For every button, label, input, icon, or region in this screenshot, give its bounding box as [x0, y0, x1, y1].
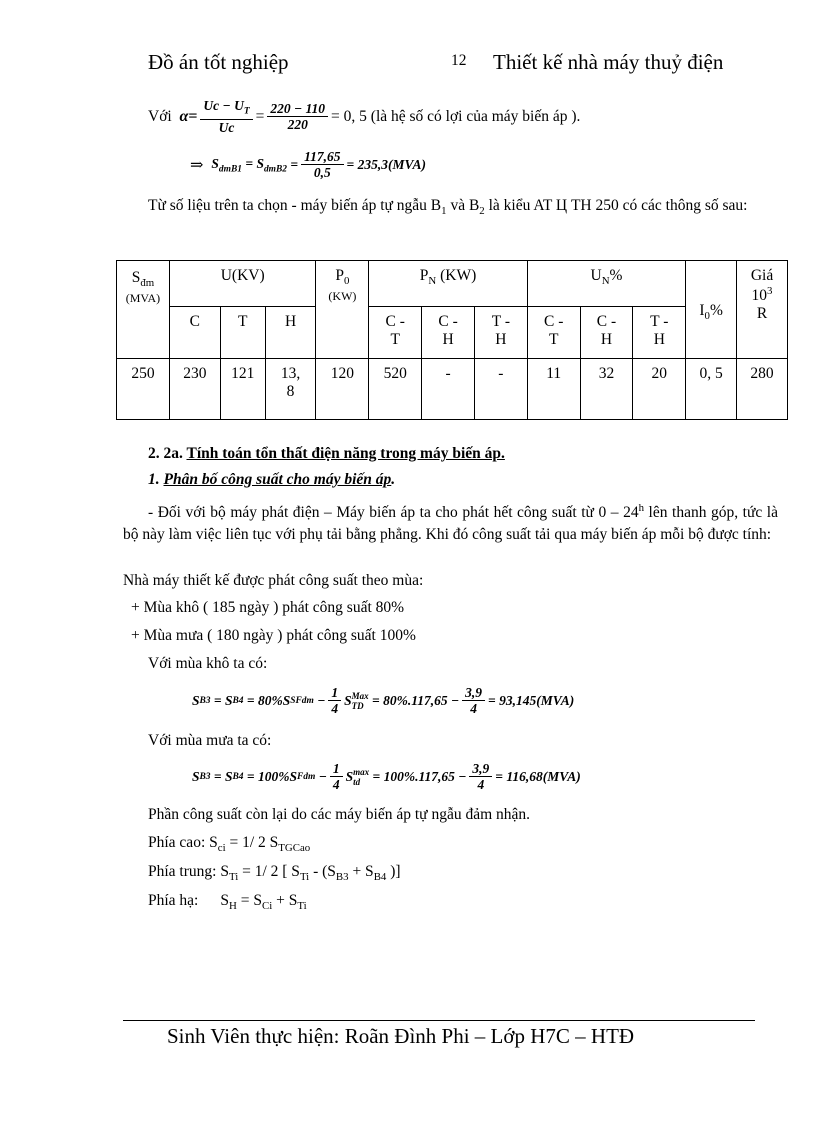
fraction-values: $\frac{220 - 110}{220}$ [267, 101, 328, 133]
header-gia: Giá $10^3$ R [737, 261, 788, 359]
u-col: H [265, 307, 316, 359]
header-i0: $I_0\%$ [686, 261, 737, 359]
rain-label: Với mùa mưa ta có: [148, 732, 272, 749]
arrow-icon: ⇒ [190, 157, 204, 174]
alpha-symbol: α= [179, 108, 198, 125]
table-cell: 250 [117, 359, 170, 420]
table-cell: 120 [316, 359, 369, 420]
formula-sdm: ⇒ $S_{dmB1}$ = $S_{dmB2}$ = $\frac{117,65}{0,5}$ = 235,3(MVA) [190, 149, 426, 180]
header-pn: $P_N$ (KW) [369, 261, 527, 307]
subsection-heading: 1. Phân bố công suất cho máy biến áp. [148, 471, 396, 488]
paragraph-generator: - Đối với bộ máy phát điện – Máy biến áp ta cho phát hết công suất từ 0 – 24$^h$ lên thanh góp, tức là bộ này làm việc liên tục với phụ tải bằng phẳng. Khi đó công suất tải qua máy biến áp mỗi bộ được tính: [123, 502, 778, 544]
formula-dry-result: = 93,145(MVA) [488, 693, 575, 708]
formula-sdm-result: = 235,3(MVA) [346, 157, 426, 172]
formula-rain-result: = 116,68(MVA) [495, 769, 581, 784]
u-col: C [169, 307, 220, 359]
table-cell: 11 [527, 359, 580, 420]
low-side: Phía hạ: $S_H = S_{Ci} + S_{Ti}$ [148, 892, 307, 913]
formula-dry: S B3 = S B4 = 80%S SFdm − $\frac{1}{4}$ S Max TD = 80%.117,65 − $\frac{3,9}{4}$ = 93,145(MVA) [192, 685, 575, 716]
formula-alpha: Với α= $\frac{Uc - U_T}{Uc}$ = $\frac{220 - 110}{220}$ = 0, 5 (là hệ số có lợi của máy biến áp ). [148, 97, 581, 136]
table-cell: 280 [737, 359, 788, 420]
header-sdm: $S_{đm}$ (MVA) [117, 261, 170, 359]
section-heading: 2. 2a. Tính toán tổn thất điện năng trong máy biến áp. [148, 445, 505, 462]
medium-side: Phía trung: $S_{Ti} = 1/$ 2 [ $S_{Ti} - (S_{B3} + S_{B4}$ )] [148, 863, 401, 884]
pn-col: T - H [474, 307, 527, 359]
season-intro: Nhà máy thiết kế được phát công suất theo mùa: [123, 572, 424, 589]
un-col: C - T [527, 307, 580, 359]
header-un: $U_N\%$ [527, 261, 685, 307]
header-left: Đồ án tốt nghiệp [148, 50, 289, 74]
dry-label: Với mùa khô ta có: [148, 655, 268, 672]
table-cell: 20 [633, 359, 686, 420]
paragraph-selection: Từ số liệu trên ta chọn - máy biến áp tự ngẫu $B_1$ và $B_2$ là kiểu AT Ц TH 250 có các thông số sau: [148, 197, 748, 218]
formula-prefix: Với [148, 108, 172, 125]
high-side: Phía cao: $S_{ci} = 1/$ 2 $S_{TGCao}$ [148, 834, 311, 855]
header-right: Thiết kế nhà máy thuỷ điện [493, 50, 724, 74]
un-col: C - H [580, 307, 633, 359]
table-cell: 121 [220, 359, 265, 420]
header-p0: $P_0$ (KW) [316, 261, 369, 359]
remaining-power: Phần công suất còn lại do các máy biến áp tự ngẫu đảm nhận. [148, 806, 531, 823]
formula-rain: S B3 = S B4 = 100%S Fdm − $\frac{1}{4}$ S max td = 100%.117,65 − $\frac{3,9}{4}$ = 116,68(MVA) [192, 761, 581, 792]
header-u: U(KV) [169, 261, 316, 307]
fraction-u: $\frac{Uc - U_T}{Uc}$ [200, 98, 252, 137]
footer-divider [123, 1020, 755, 1021]
formula-alpha-result: = 0, 5 (là hệ số có lợi của máy biến áp ). [331, 108, 581, 125]
table-cell: 0, 5 [686, 359, 737, 420]
fraction-sdm: $\frac{117,65}{0,5}$ [301, 149, 343, 181]
page-number: 12 [451, 52, 467, 69]
u-col: T [220, 307, 265, 359]
table-cell: - [422, 359, 475, 420]
table-cell: 230 [169, 359, 220, 420]
pn-col: C - H [422, 307, 475, 359]
un-col: T - H [633, 307, 686, 359]
table-cell: 520 [369, 359, 422, 420]
table-cell: - [474, 359, 527, 420]
pn-col: C - T [369, 307, 422, 359]
season-rain: + Mùa mưa ( 180 ngày ) phát công suất 100% [131, 627, 416, 644]
footer-author: Sinh Viên thực hiện: Roãn Đình Phi – Lớp H7C – HTĐ [167, 1024, 635, 1048]
spec-table [116, 260, 788, 420]
table-cell: 13, 8 [265, 359, 316, 420]
season-dry: + Mùa khô ( 185 ngày ) phát công suất 80% [131, 599, 405, 616]
table-cell: 32 [580, 359, 633, 420]
